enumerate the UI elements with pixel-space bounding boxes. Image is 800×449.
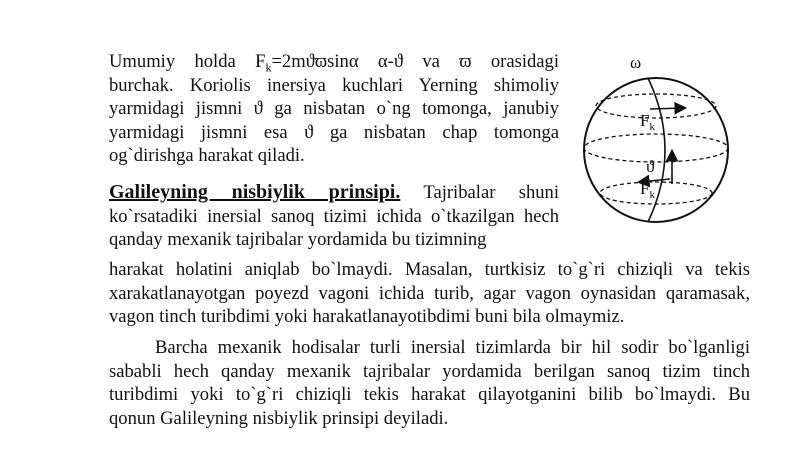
- paragraph-galileo-continued: [109, 258, 750, 329]
- text-line: qonun Galileyning nisbiylik prinsipi deyiladi.: [109, 407, 449, 429]
- paragraph-conclusion: [109, 336, 750, 430]
- text-line: ko`rsatadiki inersial sanoq tizimi ichida o`tkazilgan hech: [109, 205, 559, 227]
- text-line: qanday mexanik tajribalar yordamida bu tizimning: [109, 229, 487, 251]
- paragraph-galileo: [109, 181, 559, 252]
- equator-line: [584, 134, 728, 162]
- force-arrow-north: [650, 108, 684, 109]
- force-label-south: $F_k$: [640, 179, 655, 201]
- text-line: Barcha mexanik hodisalar turli inersial tizimlarda bir hil sodir bo`lganligi: [155, 337, 750, 358]
- text-line: turibdimi yoki to`g`ri chiziqli tekis harakat qilayotganini bilib bo`lmaydi. Bu: [109, 384, 750, 406]
- text-line: Umumiy holda $F_k=2mϑϖ\sin\alpha$ α-ϑ va ϖ orasidagi: [109, 51, 559, 75]
- text-line: Galileyning nisbiylik prinsipi. Tajribalar shuni: [109, 181, 560, 203]
- earth-coriolis-diagram: [570, 48, 740, 228]
- text-line: xarakatlanayotgan poyezd vagoni ichida turib, agar vagon oynasidan qaramasak,: [109, 282, 750, 304]
- text-line: vagon tinch turibdimi yoki harakatlanayotibdimi buni bila olmaymiz.: [109, 306, 625, 328]
- theta-label: ϑ: [646, 157, 655, 176]
- text-line: yarmidagi jismni ϑ ga nisbatan o`ng tomonga, janubiy: [109, 98, 559, 120]
- text-line: yarmidagi jismni esa ϑ ga nisbatan chap tomonga: [109, 121, 559, 143]
- omega-label: ω: [630, 53, 642, 72]
- text-line: sababli hech qanday mexanik tajribalar yordamida berilgan sanoq tizim tinch: [109, 360, 750, 382]
- text-line: og`dirishga harakat qiladi.: [109, 145, 305, 167]
- text-line: harakat holatini aniqlab bo`lmaydi. Masalan, turtkisiz to`g`ri chiziqli va tekis: [109, 259, 750, 280]
- paragraph-coriolis: [109, 50, 559, 168]
- force-label-north: $F_k$: [640, 111, 655, 133]
- section-heading: Galileyning nisbiylik prinsipi.: [109, 181, 401, 203]
- text-line: burchak. Koriolis inersiya kuchlari Yerning shimoliy: [109, 74, 559, 96]
